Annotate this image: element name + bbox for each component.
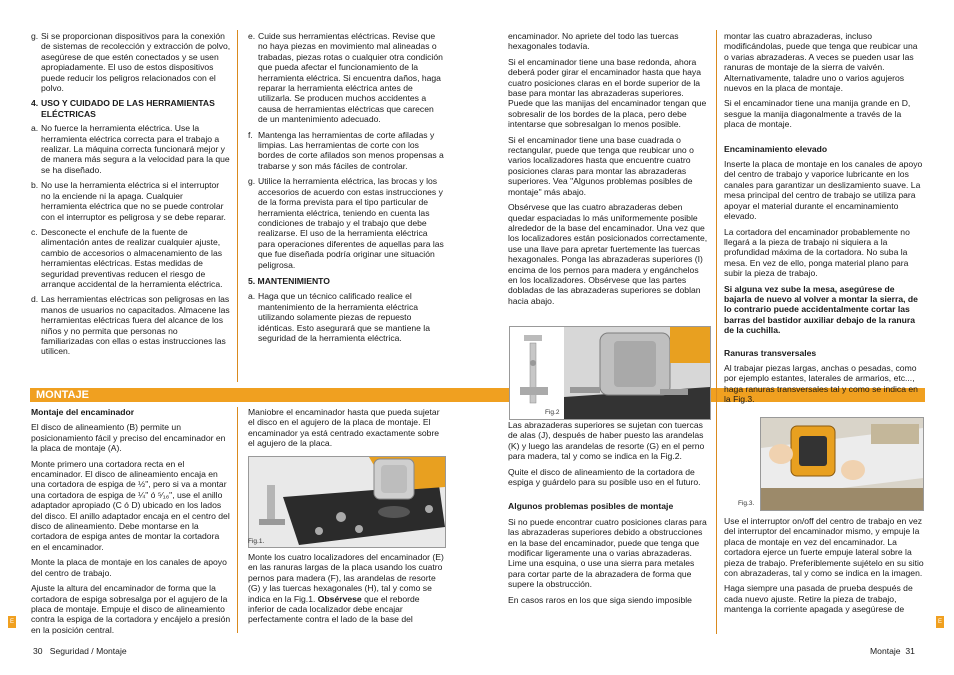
montaje-heading: Montaje del encaminador [31, 407, 135, 417]
column-divider [716, 30, 717, 634]
clamp-illustration [510, 327, 710, 419]
list-item: e. Cuide sus herramientas eléctricas. Revise que no haya piezas en movimiento mal alineadas o trabadas, piezas rotas o cualquier otra condición que pueda afectar el funcionamiento de la herramienta eléctrica. Si encuentra daños, haga reparar la herramienta eléctrica antes de utilizarla. Se producen muchos accidentes a causa de herramientas eléctricas que carecen de un mantenimiento adecuado. [248, 31, 443, 125]
paragraph: Si no puede encontrar cuatro posiciones claras para las abrazaderas superiores debido a obstrucciones en la base del encaminador, puede que tenga que modificar ligeramente una o varias abrazaderas. Lime una esquina, o use una sierra para metales para cortar parte de la abrazadera de forma que supere la obstrucción. [508, 516, 707, 590]
problems-heading: Algunos problemas posibles de montaje [508, 501, 674, 512]
ranuras-heading: Ranuras transversales [724, 347, 817, 358]
paragraph: Monte primero una cortadora recta en el encaminador. El disco de alineamiento encaja en una cortadora de espiga de ½", pero si va a montar una cortadora de espiga de ¼" ó ⁵⁄₁₆", use el anillo adaptador apropiado (C ó D) ubicado en los lados del disco. El anillo adaptador encaja en el centro del disco de alineamiento. Debe montarse en la cortadora de espiga antes de montar la cortadora en el encaminador. [31, 458, 230, 552]
banner-title: MONTAJE [36, 389, 89, 401]
elevado-heading: Encaminamiento elevado [724, 143, 828, 154]
paragraph: Use el interruptor on/off del centro de trabajo en vez del interruptor del encaminador mismo, y empuje la placa de montaje en vez del encaminador. La cortadora ejerce un fuerte empuje lateral sobre la pieza de trabajo. Preferiblemente sujételo en su sitio con abrazaderas, tal y como se indica en la imagen. [724, 516, 924, 579]
footer-title: Seguridad / Montaje [49, 646, 127, 656]
figure-3-image [760, 417, 924, 511]
paragraph: Si el encaminador tiene una base redonda, ahora deberá poder girar el encaminador hasta que haya cuatro posiciones claras en el borde superior de la base para montar las abrazaderas superiores. Puede que las manijas del encaminador tengan que sobresalir de los bordes de la placa, pero debe intentarse que sobresalgan lo menos posible. [508, 56, 707, 130]
paragraph: Si el encaminador tiene una base cuadrada o rectangular, puede que tenga que reubicar uno o varios localizadores hasta que encuentre cuatro posiciones claras para montar las abrazaderas superiores. Vea "Algunos problemas posibles de montaje" más abajo. [508, 134, 694, 197]
list-item: c. Desconecte el enchufe de la fuente de alimentación antes de realizar cualquier ajuste, cambio de accesorios o almacenamiento de las herramientas eléctricas. Estas medidas de seguridad preventivas reducen el riesgo de arranque accidental de la herramienta eléctrica. [31, 226, 223, 289]
router-plate-illustration [249, 457, 445, 547]
paragraph: Si el encaminador tiene una manija grande en D, sesgue la manija diagonalmente a través de la placa de montaje. [724, 98, 911, 130]
montaje-column-2-bottom [248, 552, 445, 630]
figure-2-image [509, 326, 711, 420]
list-item: f. Mantenga las herramientas de corte afiladas y limpias. Las herramientas de corte con los bordes de corte afilados son menos propensas a trabarse y son más fáciles de controlar. [248, 129, 444, 171]
list-item: a. Haga que un técnico calificado realice el mantenimiento de la herramienta eléctrica utilizando solamente piezas de repuesto idénticas. Esto asegurará que se mantiene la seguridad de la herramienta eléctrica. [248, 291, 430, 343]
paragraph: Monte la placa de montaje en los canales de apoyo del centro de trabajo. [31, 557, 227, 578]
figure-1-image [248, 456, 446, 548]
warning-paragraph: Si alguna vez sube la mesa, asegúrese de bajarla de nuevo al volver a montar la sierra, de lo contrario puede accidentalmente cortar las barras del bastidor auxiliar debajo de la ranura de la cuchilla. [724, 283, 918, 336]
list-item: g. Utilice la herramienta eléctrica, las brocas y los accesorios de acuerdo con estas instrucciones y de la forma prevista para el tipo particular de herramienta eléctrica, teniendo en cuenta las condiciones de trabajo y el trabajo que debe realizarse. El uso de la herramienta eléctrica para operaciones diferentes de aquellas para las que fue diseñada podría originar une situación peligrosa. [248, 176, 444, 270]
paragraph: encaminador. No apriete del todo las tuercas hexagonales todavía. [508, 31, 679, 52]
list-item: a. No fuerce la herramienta eléctrica. Use la herramienta eléctrica correcta para el trabajo a realizar. La máquina correcta funcionará mejor y de manera más segura a la velocidad para la que se ha diseñado. [31, 123, 230, 175]
list-item: b. No use la herramienta eléctrica si el interruptor no la enciende ni la apaga. Cualquier herramienta eléctrica que no se puede controlar con el interruptor es peligrosa y se debe reparar. [31, 180, 226, 222]
right-column-2 [724, 31, 924, 410]
section-heading: 4. USO Y CUIDADO DE LAS HERRAMIENTAS ELÉCTRICAS [31, 98, 215, 119]
paragraph: Ajuste la altura del encaminador de forma que la cortadora de espiga sobresalga por el agujero de la placa de montaje. Empuje el disco de alineamiento contra la espiga de la cortadora y encájelo a presión en la posición central. [31, 583, 231, 635]
figure-1-label: Fig.1. [248, 538, 265, 545]
safety-column-2 [248, 31, 445, 348]
paragraph: Quite el disco de alineamiento de la cortadora de espiga y guárdelo para su posible uso en el futuro. [508, 466, 701, 488]
paragraph: Monte los cuatro localizadores del encaminador (E) en las ranuras largas de la placa usando los cuatro pernos para madera (F), las arandelas de resorte (G) y las tuercas hexagonales (H), tal y como se indica en la Fig.1. Obsérvese que el reborde inferior de cada localizador debe encajar perfectamente contra el lado de la base del [248, 552, 444, 625]
language-tab: E [936, 616, 944, 628]
paragraph: Obsérvese que las cuatro abrazaderas deben quedar espaciadas lo más uniformemente posible alrededor de la base del encaminador. Una vez que los localizadores están posicionados correctamente, use una llave para apretar fuertemente las tuercas hexagonales. Ponga las abrazaderas superiores (I) encima de los pernos para madera y engánchelos en los localizadores. Obsérvese que las partes dobladas de las abrazaderas superiores se doblan hacia abajo. [508, 202, 708, 306]
paragraph: Maniobre el encaminador hasta que pueda sujetar el disco en el agujero de la placa de montaje. El encaminador ya está centrado exactamente sobre el agujero de la placa. [248, 407, 440, 449]
page-number: 31 [905, 646, 915, 656]
paragraph: El disco de alineamiento (B) permite un posicionamiento fácil y preciso del encaminador en la placa de montaje (A). [31, 422, 226, 454]
right-column-1 [508, 31, 709, 311]
paragraph: Al trabajar piezas largas, anchas o pesadas, como por ejemplo estantes, laterales de armarios, etc..., haga ranuras transversales tal y como se indica en la Fig.3. [724, 362, 918, 405]
list-item: d. Las herramientas eléctricas son peligrosas en las manos de usuarios no capacitados. Almacene las herramientas eléctricas fuera del alcance de los niños y no permita que personas no familiarizadas con ellas o estas instrucciones las utilicen. [31, 294, 230, 357]
paragraph: Haga siempre una pasada de prueba después de cada nuevo ajuste. Retire la pieza de trabajo, mantenga la corriente apagada y asegúrese de [724, 583, 913, 615]
list-item: g. Si se proporcionan dispositivos para la conexión de sistemas de recolección y extracción de polvo, asegúrese de que estén conectados y se usen apropiadamente. El uso de estos dispositivos puede reducir los peligros relacionados con el polvo. [31, 31, 231, 94]
footer-left [33, 646, 127, 656]
paragraph: Las abrazaderas superiores se sujetan con tuercas de alas (J), después de haber puesto las arandelas (K) y luego las arandelas de resorte (G) en el perno para madera, tal y como se indica en la Fig.2. [508, 420, 705, 462]
paragraph: En casos raros en los que siga siendo imposible [508, 594, 692, 605]
footer-title: Montaje [870, 646, 901, 656]
section-heading: 5. MANTENIMIENTO [248, 275, 330, 286]
language-tab: E [8, 616, 16, 628]
figure-3-label: Fig.3. [738, 500, 755, 507]
right-column-1-bottom [508, 420, 709, 610]
paragraph: La cortadora del encaminador probablemente no llegará a la pieza de trabajo ni siquiera a la profundidad máxima de la cortadora. No suba la mesa. En vez de ello, ponga material plano para subir la pieza de trabajo. [724, 226, 910, 279]
montaje-column-1 [31, 407, 231, 640]
column-divider [237, 30, 238, 382]
montaje-column-2 [248, 407, 445, 454]
footer-right [870, 646, 915, 656]
cross-groove-illustration [761, 418, 923, 510]
column-divider [237, 407, 238, 633]
paragraph: montar las cuatro abrazaderas, incluso modificándolas, puede que tenga que reubicar una o varias abrazaderas. A veces se pueden usar las ranuras de montaje de la sierra de vaivén. Alternativamente, taladre uno o varios agujeros nuevos en la placa de montaje. [724, 31, 918, 94]
page-number: 30 [33, 646, 43, 656]
safety-column-1 [31, 31, 231, 362]
right-column-2-bottom [724, 516, 924, 620]
paragraph: Inserte la placa de montaje en los canales de apoyo del centro de trabajo y vaporice lubricante en los canales para garantizar un deslizamiento suave. La mesa principal del centro de trabajo se utiliza para apoyar el material durante el encaminamiento elevado. [724, 159, 923, 222]
figure-2-label: Fig.2 [545, 409, 560, 416]
